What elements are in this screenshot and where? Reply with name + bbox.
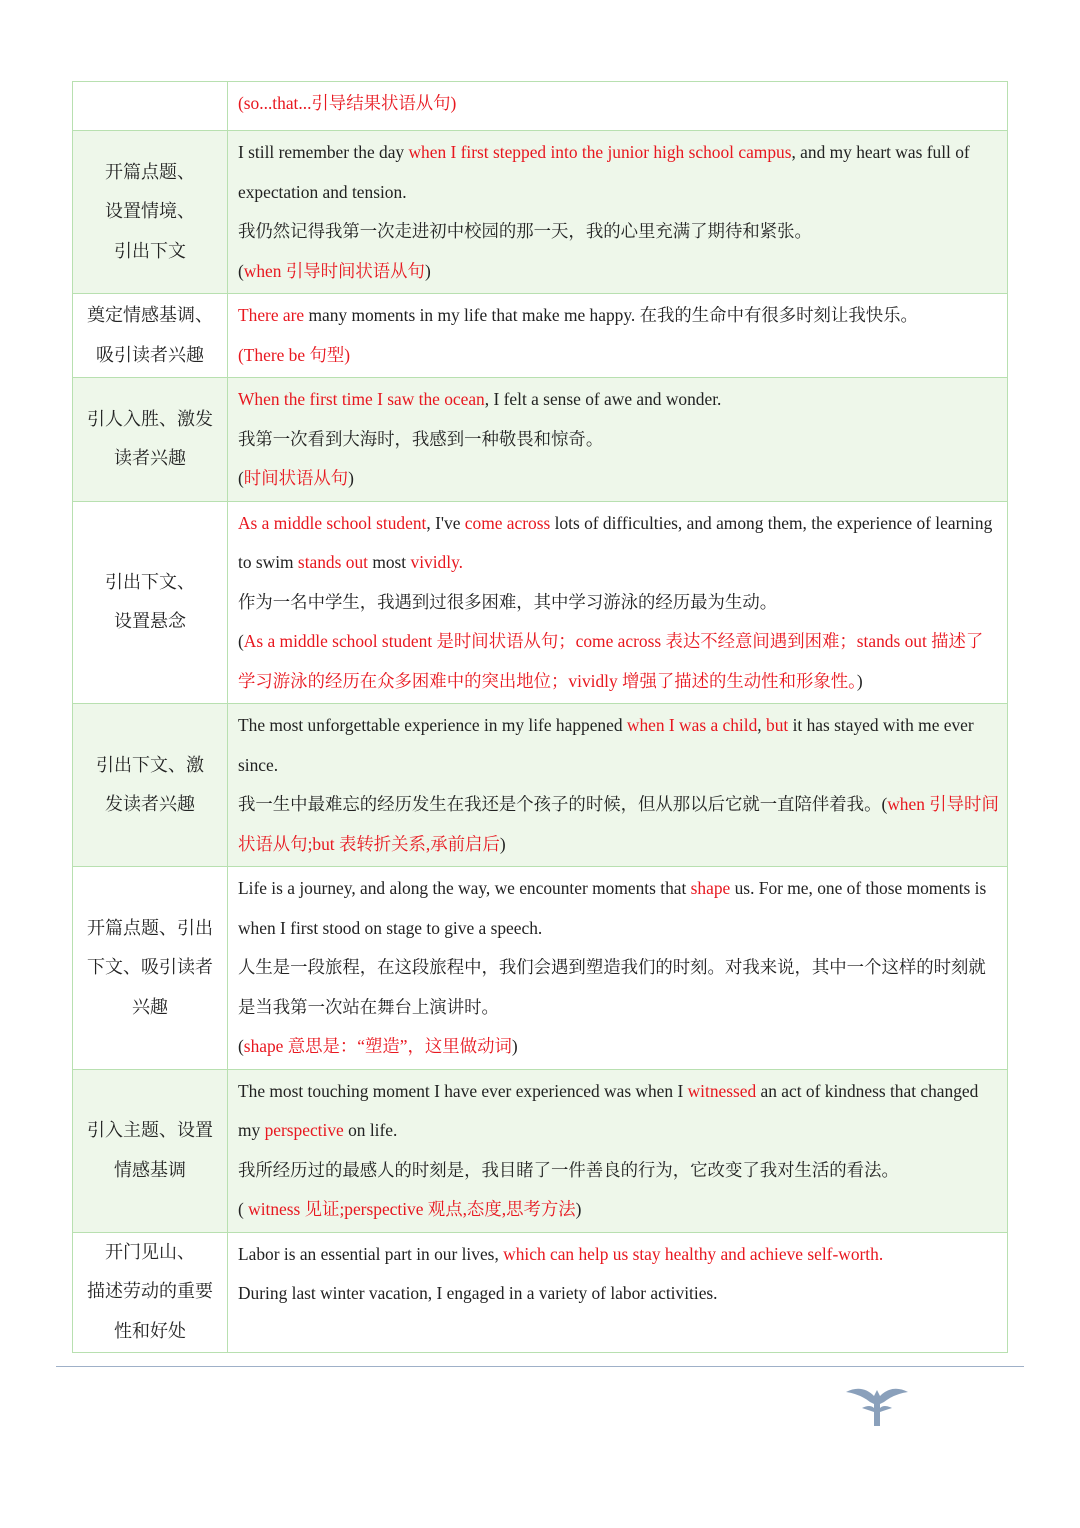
row-function-label xyxy=(73,82,228,131)
example-paragraph xyxy=(238,296,999,336)
highlighted-phrase: 时间状语从句 xyxy=(243,468,349,488)
highlighted-phrase: when I was a child xyxy=(626,715,758,735)
label-line: 发读者兴趣 xyxy=(105,794,195,814)
table-row xyxy=(73,867,1008,1070)
row-example-content xyxy=(228,1232,1008,1352)
label-line: 开门见山、 xyxy=(105,1241,195,1262)
example-paragraph xyxy=(238,212,999,252)
example-paragraph xyxy=(238,622,999,701)
plain-text: on life. xyxy=(343,1120,398,1140)
row-function-label xyxy=(73,704,228,867)
highlighted-phrase: perspective xyxy=(264,1120,344,1140)
row-example-content xyxy=(228,131,1008,294)
logo-icon xyxy=(842,1382,912,1428)
example-paragraph xyxy=(238,504,999,583)
plain-text: ( xyxy=(238,468,244,488)
table-row xyxy=(73,294,1008,378)
example-paragraph xyxy=(238,1274,999,1314)
example-paragraph xyxy=(238,583,999,623)
label-line: 引出下文 xyxy=(114,240,186,261)
plain-text: 我所经历过的最感人的时刻是，我目睹了一件善良的行为，它改变了我对生活的看法。 xyxy=(238,1159,899,1180)
highlighted-phrase: when 引导时间状语从句 xyxy=(243,260,425,281)
label-line: 下文、吸引读者 xyxy=(87,957,213,977)
label-line: 引入主题、设置 xyxy=(87,1120,213,1140)
highlighted-phrase: As a middle school student xyxy=(238,512,427,533)
plain-text: The most unforgettable experience in my life happened xyxy=(238,715,627,735)
plain-text: , and my heart was full of expectation and tension. xyxy=(238,142,970,202)
row-function-label xyxy=(73,867,228,1070)
row-function-label xyxy=(73,378,228,502)
highlighted-phrase: witness 见证;perspective 观点,态度,思考方法 xyxy=(248,1199,576,1219)
table-row xyxy=(73,1069,1008,1232)
row-function-label xyxy=(73,1232,228,1352)
plain-text: ) xyxy=(348,468,354,488)
example-paragraph xyxy=(238,706,999,785)
highlighted-phrase: shape xyxy=(690,878,731,898)
plain-text: ) xyxy=(499,833,506,854)
row-example-content xyxy=(228,82,1008,131)
label-line: 开篇点题、引出 xyxy=(87,917,213,938)
example-paragraph xyxy=(238,1235,999,1275)
label-line: 引人入胜、激发 xyxy=(87,408,213,429)
table-row xyxy=(73,131,1008,294)
example-paragraph xyxy=(238,336,999,376)
plain-text: Life is a journey, and along the way, we encounter moments that xyxy=(238,878,691,898)
plain-text: ( xyxy=(238,631,244,651)
example-paragraph xyxy=(238,1027,999,1067)
highlighted-phrase: witnessed xyxy=(687,1080,757,1101)
plain-text: ( xyxy=(238,1036,244,1056)
row-example-content xyxy=(228,1069,1008,1232)
label-line: 引出下文、 xyxy=(105,571,195,592)
plain-text: us. For me, one of those moments is when I first stood on stage to give a speech. xyxy=(238,878,987,938)
label-line: 吸引读者兴趣 xyxy=(96,344,204,365)
footer-divider xyxy=(56,1366,1024,1367)
label-line: 兴趣 xyxy=(132,996,168,1017)
plain-text: , xyxy=(757,715,766,735)
label-line: 奠定情感基调、 xyxy=(87,305,213,325)
plain-text: ( xyxy=(238,260,244,281)
highlighted-phrase: shape 意思是：“塑造”，这里做动词 xyxy=(243,1036,512,1056)
example-paragraph xyxy=(238,1190,999,1230)
label-line: 读者兴趣 xyxy=(114,448,186,469)
plain-text: lots of difficulties, and among them, the experience of learning to swim xyxy=(238,512,993,572)
plain-text: 我仍然记得我第一次走进初中校园的那一天，我的心里充满了期待和紧张。 xyxy=(238,221,812,241)
example-paragraph xyxy=(238,133,999,212)
highlighted-phrase: As a middle school student 是时间状语从句；come across 表达不经意间遇到困难；stands out 描述了学习游泳的经历在众多困难中的突出地位；vividly 增强了描述的生动性和形象性。 xyxy=(238,631,984,691)
example-paragraph xyxy=(238,1072,999,1151)
row-example-content xyxy=(228,704,1008,867)
highlighted-phrase: There are xyxy=(238,305,305,325)
label-line: 描述劳动的重要 xyxy=(87,1281,213,1302)
plain-text: , I felt a sense of awe and wonder. xyxy=(484,389,722,409)
example-paragraph xyxy=(238,420,999,460)
label-line: 设置情境、 xyxy=(105,201,195,222)
example-paragraph xyxy=(238,459,999,499)
writing-techniques-table xyxy=(72,81,1008,1353)
highlighted-phrase: stands out xyxy=(297,552,368,572)
label-line: 设置悬念 xyxy=(114,611,186,632)
table-row xyxy=(73,378,1008,502)
example-paragraph xyxy=(238,1151,999,1191)
row-function-label xyxy=(73,131,228,294)
plain-text: an act of kindness that changed my xyxy=(238,1080,979,1140)
row-example-content xyxy=(228,867,1008,1070)
plain-text: , I've xyxy=(426,512,465,533)
highlighted-phrase: (There be 句型) xyxy=(238,344,351,365)
highlighted-phrase: which can help us stay healthy and achieve self-worth. xyxy=(503,1243,884,1264)
plain-text: The most touching moment I have ever experienced was when I xyxy=(238,1080,688,1101)
label-line: 情感基调 xyxy=(114,1159,186,1180)
example-paragraph xyxy=(238,785,999,864)
plain-text: it has stayed with me ever since. xyxy=(238,715,974,775)
highlighted-phrase: come across xyxy=(464,512,551,533)
plain-text: Labor is an essential part in our lives, xyxy=(238,1243,504,1264)
example-paragraph xyxy=(238,380,999,420)
row-example-content xyxy=(228,501,1008,704)
plain-text: ) xyxy=(424,260,431,281)
row-function-label xyxy=(73,294,228,378)
plain-text: ) xyxy=(856,670,863,691)
example-paragraph xyxy=(238,252,999,292)
plain-text: I still remember the day xyxy=(238,142,409,162)
highlighted-phrase: but xyxy=(766,715,789,735)
plain-text: many moments in my life that make me happy. 在我的生命中有很多时刻让我快乐。 xyxy=(304,305,918,325)
plain-text: most xyxy=(367,552,411,572)
plain-text: During last winter vacation, I engaged in a variety of labor activities. xyxy=(238,1283,718,1303)
table-row xyxy=(73,1232,1008,1352)
row-example-content xyxy=(228,378,1008,502)
label-line: 开篇点题、 xyxy=(105,161,195,182)
plain-text: ) xyxy=(575,1199,582,1219)
example-paragraph xyxy=(238,84,999,124)
label-line: 性和好处 xyxy=(114,1320,186,1341)
example-paragraph xyxy=(238,948,999,1027)
plain-text: ( xyxy=(238,1199,249,1219)
highlighted-phrase: When the first time I saw the ocean xyxy=(238,389,485,409)
example-paragraph xyxy=(238,869,999,948)
plain-text: 作为一名中学生，我遇到过很多困难，其中学习游泳的经历最为生动。 xyxy=(238,591,778,612)
table-row xyxy=(73,501,1008,704)
row-function-label xyxy=(73,501,228,704)
row-example-content xyxy=(228,294,1008,378)
row-function-label xyxy=(73,1069,228,1232)
highlighted-phrase: (so...that...引导结果状语从句) xyxy=(238,93,457,113)
table-row xyxy=(73,704,1008,867)
plain-text: 人生是一段旅程，在这段旅程中，我们会遇到塑造我们的时刻。对我来说，其中一个这样的时刻就是当我第一次站在舞台上演讲时。 xyxy=(238,957,986,1017)
plain-text: 我第一次看到大海时，我感到一种敬畏和惊奇。 xyxy=(238,428,604,449)
highlighted-phrase: when I first stepped into the junior high school campus xyxy=(408,142,792,162)
plain-text: 我一生中最难忘的经历发生在我还是个孩子的时候，但从那以后它就一直陪伴着我。( xyxy=(238,794,888,814)
highlighted-phrase: vividly. xyxy=(410,552,463,572)
highlighted-phrase: when 引导时间状语从句;but 表转折关系,承前启后 xyxy=(238,794,999,854)
label-line: 引出下文、激 xyxy=(96,754,204,775)
plain-text: ) xyxy=(511,1036,518,1056)
table-row xyxy=(73,82,1008,131)
